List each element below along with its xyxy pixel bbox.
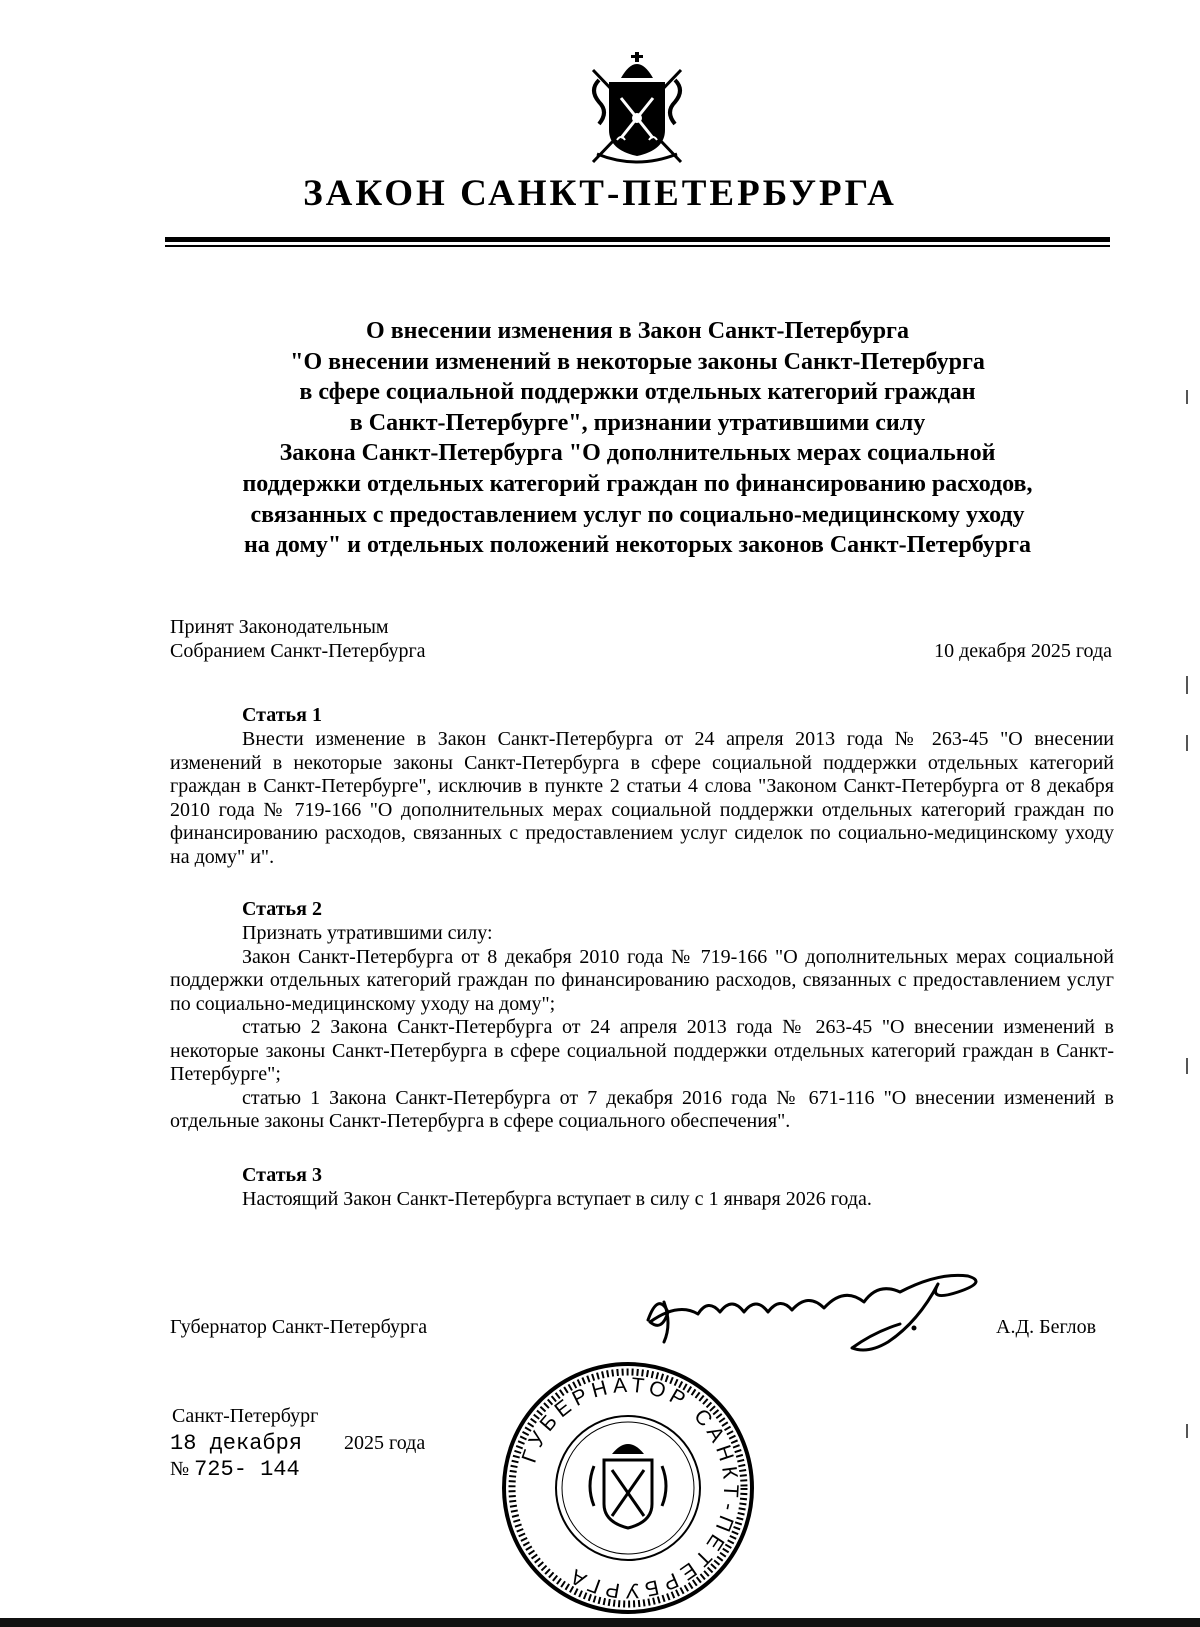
handwritten-signature xyxy=(638,1262,1012,1362)
article-2-heading: Статья 2 xyxy=(242,898,322,920)
heading-rule-thin xyxy=(165,245,1110,247)
article-1-body xyxy=(170,728,1114,869)
title-line: в Санкт-Петербурге", признании утратившими силу xyxy=(349,409,926,436)
article-2-paragraph: статью 1 Закона Санкт-Петербурга от 7 декабря 2016 года № 671-116 "О внесении изменений в отдельные законы Санкт-Петербурга в сфере социального обеспечения". xyxy=(170,1086,1114,1132)
adopted-date: 10 декабря 2025 года xyxy=(934,640,1112,662)
scan-margin-mark xyxy=(1186,676,1188,694)
title-line: поддержки отдельных категорий граждан по финансированию расходов, xyxy=(242,470,1033,497)
heading-rule-thick xyxy=(165,237,1110,242)
law-title xyxy=(150,316,1125,561)
seal-text: ГУБЕРНАТОР САНКТ-ПЕТЕРБУРГА xyxy=(517,1373,743,1603)
document-heading: ЗАКОН САНКТ-ПЕТЕРБУРГА xyxy=(303,173,897,214)
title-line: О внесении изменения в Закон Санкт-Петербурга xyxy=(366,318,909,344)
official-seal xyxy=(500,1356,756,1620)
title-line: "О внесении изменений в некоторые законы Санкт-Петербурга xyxy=(290,348,985,375)
article-2-paragraph: Закон Санкт-Петербурга от 8 декабря 2010 года № 719-166 "О дополнительных мерах социальной поддержки отдельных категорий граждан по финансированию расходов, связанных с предоставлением услуг по социально-медицинскому уходу на дому"; xyxy=(170,945,1114,1015)
scan-margin-mark xyxy=(1186,735,1188,751)
adopted-by xyxy=(170,616,426,663)
article-1-paragraph: Внести изменение в Закон Санкт-Петербурга от 24 апреля 2013 года № 263-45 "О внесении изменений в некоторые законы Санкт-Петербурга в сфере социальной поддержки отдельных категорий граждан в Санкт-Петербурге", исключив в пункте 2 статьи 4 слова "Законом Санкт-Петербурга от 8 декабря 2010 года № 719-166 "О дополнительных мерах социальной поддержки отдельных категорий граждан по финансированию расходов, связанных с предоставлением услуг сиделок по социально-медицинскому уходу на дому" и". xyxy=(170,728,1114,868)
adopted-line-1: Принят Законодательным xyxy=(170,616,389,638)
signing-date-year: 2025 года xyxy=(344,1432,426,1454)
article-2-paragraph: статью 2 Закона Санкт-Петербурга от 24 апреля 2013 года № 263-45 "О внесении изменений в некоторые законы Санкт-Петербурга в сфере социальной поддержки отдельных категорий граждан в Санкт-Петербурге"; xyxy=(170,1016,1114,1085)
title-line: Закона Санкт-Петербурга "О дополнительных мерах социальной xyxy=(279,440,996,467)
article-1-heading: Статья 1 xyxy=(242,704,322,726)
scan-margin-mark xyxy=(1186,390,1188,404)
governor-title: Губернатор Санкт-Петербурга xyxy=(170,1316,428,1338)
signing-place: Санкт-Петербург xyxy=(172,1405,319,1427)
law-number xyxy=(170,1458,300,1482)
title-line: на дому" и отдельных положений некоторых законов Санкт-Петербурга xyxy=(243,532,1032,559)
law-number-prefix: № xyxy=(170,1458,190,1480)
title-line: в сфере социальной поддержки отдельных категорий граждан xyxy=(299,379,976,406)
article-3-paragraph: Настоящий Закон Санкт-Петербурга вступает в силу с 1 января 2026 года. xyxy=(242,1188,872,1210)
scan-margin-mark xyxy=(1186,1058,1188,1074)
scan-margin-mark xyxy=(1186,1424,1188,1438)
coat-of-arms-emblem xyxy=(583,50,691,170)
article-2-body xyxy=(170,922,1114,1134)
signing-date-day: 18 декабря xyxy=(170,1431,303,1456)
adopted-line-2: Собранием Санкт-Петербурга xyxy=(170,639,426,662)
article-3-heading: Статья 3 xyxy=(242,1164,322,1186)
scan-bottom-edge xyxy=(0,1618,1200,1627)
signing-date xyxy=(170,1432,425,1456)
title-line: связанных с предоставлением услуг по социально-медицинскому уходу xyxy=(250,501,1025,528)
governor-name: А.Д. Беглов xyxy=(996,1316,1097,1338)
article-3-body xyxy=(170,1188,1114,1212)
law-number-value: 725- 144 xyxy=(194,1457,300,1482)
article-2-paragraph: Признать утратившими силу: xyxy=(242,922,493,944)
